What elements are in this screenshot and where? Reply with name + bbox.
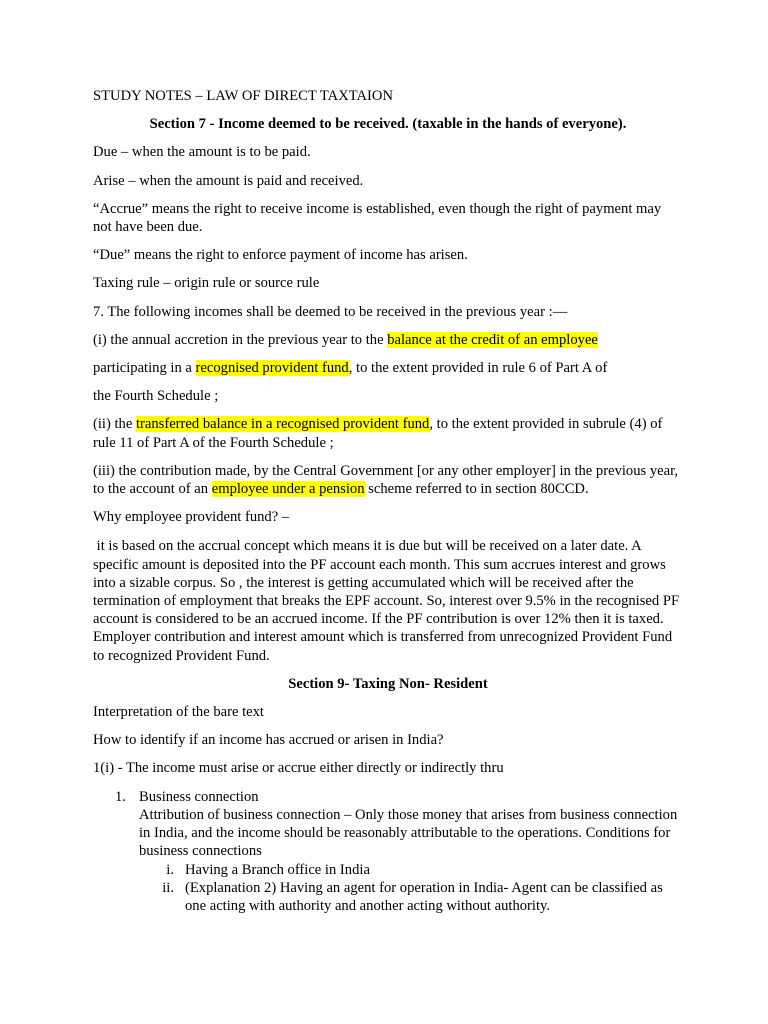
highlight-employee-pension: employee under a pension (211, 481, 365, 498)
item-i-line-1 (93, 331, 683, 349)
section-9-heading: Section 9- Taxing Non- Resident (288, 675, 488, 692)
item-ii (93, 415, 683, 451)
document-title: STUDY NOTES – LAW OF DIRECT TAXTAION (93, 88, 393, 104)
section-7-heading: Section 7 - Income deemed to be received. (taxable in the hands of everyone). (149, 116, 627, 133)
document-body (93, 87, 683, 915)
item-iii (93, 462, 683, 498)
list-item-body: Attribution of business connection – Only those money that arises from business connection in India, and the income should be reasonably attributable to the operations. Conditions for business connections (139, 806, 678, 860)
highlight-recognised-pf: recognised provident fund (195, 360, 349, 377)
sub-list-text: (Explanation 2) Having an agent for operation in India- Agent can be classified as one acting with authority and another acting without authority. (185, 879, 663, 914)
sub-list-text: Having a Branch office in India (185, 861, 370, 878)
highlight-transferred-balance: transferred balance in a recognised provident fund (135, 416, 430, 433)
item-i-text-c: , to the extent provided in rule 6 of Part A of (348, 360, 608, 377)
due-definition: “Due” means the right to enforce payment of income has arisen. (93, 247, 468, 264)
accrue-definition: “Accrue” means the right to receive income is established, even though the right of payment may not have been due. (93, 200, 662, 236)
arise-definition: Arise – when the amount is paid and received. (93, 172, 364, 189)
sub-list-number: ii. (162, 879, 174, 896)
sub-list-number: i. (166, 861, 174, 878)
item-i-line-2 (93, 359, 683, 377)
item-i-text-b: participating in a (93, 360, 196, 377)
sub-list-item (93, 861, 683, 879)
taxing-rule: Taxing rule – origin rule or source rule (93, 275, 320, 292)
why-pf-heading: Why employee provident fund? – (93, 509, 290, 526)
item-iii-text-b: scheme referred to in section 80CCD. (364, 481, 589, 498)
how-identify-line: How to identify if an income has accrued or arisen in India? (93, 732, 444, 749)
list-item (93, 788, 683, 915)
interpretation-line: Interpretation of the bare text (93, 704, 264, 721)
condition-1-i: 1(i) - The income must arise or accrue either directly or indirectly thru (93, 760, 504, 777)
pf-explanation: it is based on the accrual concept which means it is due but will be received on a later date. A specific amount is deposited into the PF account each month. This sum accrues interest and grows into a sizable corpus. So , the interest is getting accumulated which will be received after the termination of employment that breaks the EPF account. So, interest over 9.5% in the recognised PF account is considered to be an accrued income. If the PF contribution is over 12% then it is taxed. Employer contribution and interest amount which is transferred from unrecognized Provident Fund to recognized Provident Fund. (93, 538, 683, 664)
section-7-intro: 7. The following incomes shall be deemed to be received in the previous year :— (93, 303, 568, 320)
item-i-line-3: the Fourth Schedule ; (93, 388, 219, 405)
due-definition-short: Due – when the amount is to be paid. (93, 144, 311, 161)
item-iii-text-a: (iii) the contribution made, by the Central Government [or any other employer] in the previous year, to the account of an (93, 462, 679, 498)
item-i-text-a: (i) the annual accretion in the previous year to the (93, 331, 388, 348)
sub-list-item (93, 879, 683, 915)
item-ii-text-b: , to the extent provided in subrule (4) of rule 11 of Part A of the Fourth Schedule ; (93, 416, 663, 451)
highlight-employee-balance: balance at the credit of an employee (387, 331, 598, 348)
list-number: 1. (115, 788, 126, 805)
business-connection-list (93, 788, 683, 915)
item-ii-text-a: (ii) the (93, 416, 136, 433)
list-item-title: Business connection (139, 788, 259, 805)
